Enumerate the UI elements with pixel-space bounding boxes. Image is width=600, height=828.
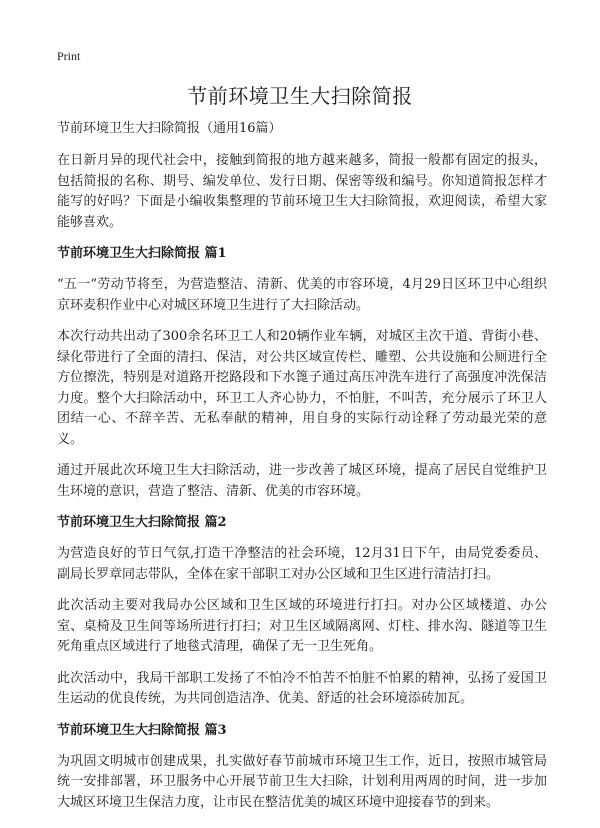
paragraph: 为营造良好的节日气氛,打造干净整洁的社会环境，12月31日下午，由局党委委员、副局长罗章同志带队，全体在家干部职工对办公区域和卫生区进行清洁打扫。	[57, 546, 547, 582]
section-heading-3: 节前环境卫生大扫除简报 篇3	[57, 722, 227, 738]
paragraph: 此次活动中，我局干部职工发扬了不怕冷不怕苦不怕脏不怕累的精神，弘扬了爱国卫生运动的优良传统，为共同创造洁净、优美、舒适的社会环境添砖加瓦。	[57, 670, 547, 706]
article-body	[57, 119, 547, 824]
print-link[interactable]: Print	[57, 49, 81, 63]
section-heading-2: 节前环境卫生大扫除简报 篇2	[57, 515, 227, 530]
intro-paragraph: 在日新月异的现代社会中，接触到简报的地方越来越多，简报一般都有固定的报头，包括简报的名称、期号、编发单位、发行日期、保密等级和编号。你知道简报怎样才能写的好吗？下面是小编收集整理的节前环境卫生大扫除简报，欢迎阅读，希望大家能够喜欢。	[57, 153, 547, 230]
paragraph: 通过开展此次环境卫生大扫除活动，进一步改善了城区环境，提高了居民自觉维护卫生环境的意识，营造了整洁、清新、优美的市容环境。	[57, 463, 547, 499]
page-title: 节前环境卫生大扫除简报	[187, 84, 413, 108]
article-subtitle: 节前环境卫生大扫除简报（通用16篇）	[57, 121, 282, 136]
paragraph: 本次行动共出动了300余名环卫工人和20辆作业车辆，对城区主次干道、背街小巷、绿化带进行了全面的清扫、保洁，对公共区域宣传栏、雕塑、公共设施和公厕进行全方位擦洗，特别是对道路开挖路段和下水篦子通过高压冲洗车进行了高强度冲洗保洁力度。整个大扫除活动中，环卫工人齐心协力，不怕脏，不叫苦，充分展示了环卫人团结一心、不辞辛苦、无私奉献的精神，用自身的实际行动诠释了劳动最光荣的意义。	[57, 329, 547, 447]
paragraph: 此次活动主要对我局办公区域和卫生区域的环境进行打扫。对办公区域楼道、办公室、桌椅及卫生间等场所进行打扫；对卫生区域隔离网、灯柱、排水沟、隧道等卫生死角重点区域进行了地毯式清理，确保了无一卫生死角。	[57, 598, 547, 654]
paragraph: “五一”劳动节将至，为营造整洁、清新、优美的市容环境，4月29日区环卫中心组织京环麦积作业中心对城区环境卫生进行了大扫除活动。	[57, 277, 547, 313]
paragraph: 为巩固文明城市创建成果，扎实做好春节前城市环境卫生工作，近日，按照市城管局统一安排部署，环卫服务中心开展节前卫生大扫除，计划利用两周的时间，进一步加大城区环境卫生保洁力度，让市民在整洁优美的城区环境中迎接春节的到来。	[57, 753, 547, 810]
section-heading-1: 节前环境卫生大扫除简报 篇1	[57, 246, 227, 261]
